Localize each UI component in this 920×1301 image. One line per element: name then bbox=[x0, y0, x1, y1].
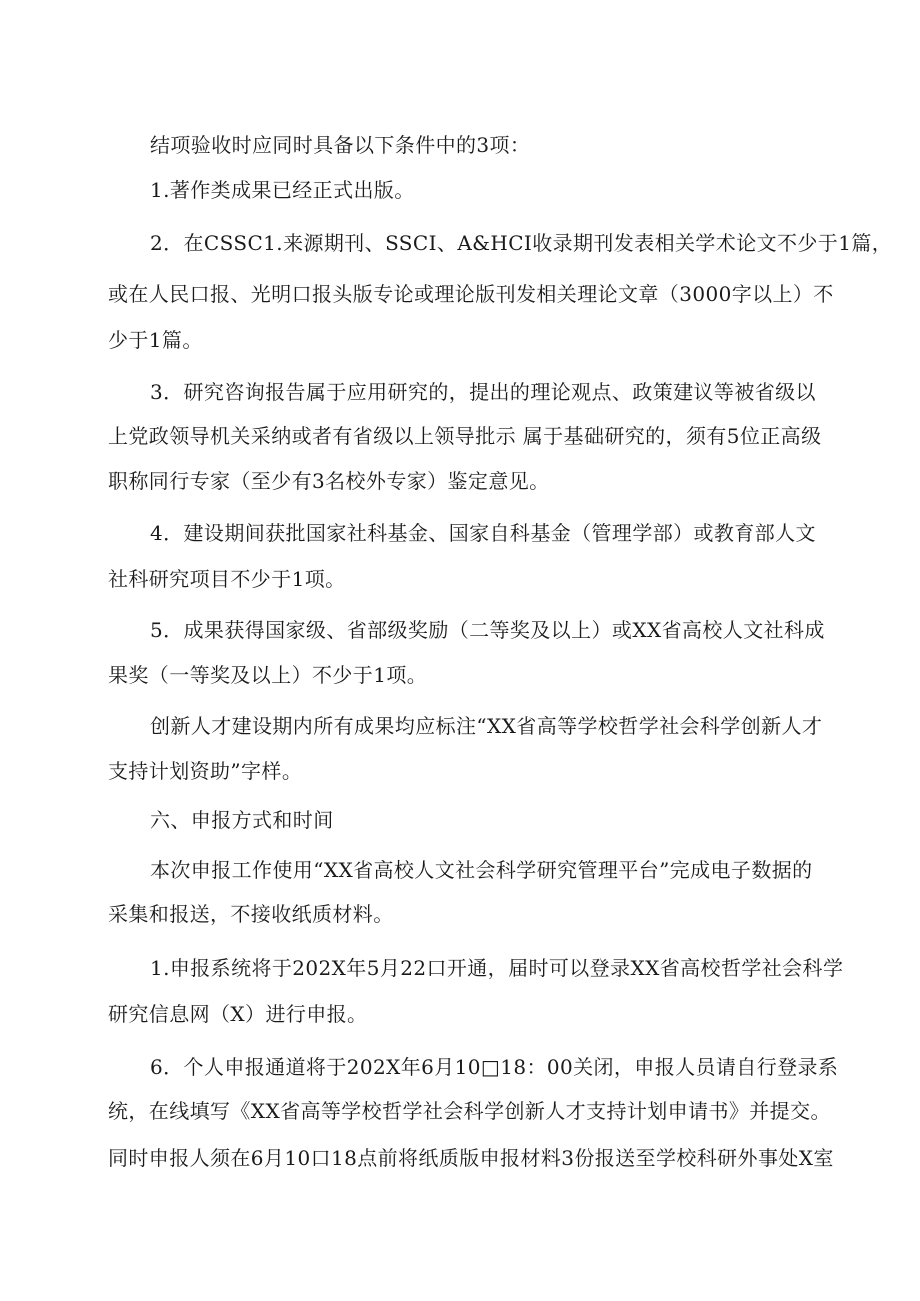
application-item-6-line-1: 6．个人申报通道将于202X年6月10□18：00关闭，申报人员请自行登录系 bbox=[150, 1055, 839, 1079]
condition-4-line-2: 社科研究项目不少于1项。 bbox=[108, 567, 346, 591]
condition-4-line-1: 4．建设期间获批国家社科基金、国家自科基金（管理学部）或教育部人文 bbox=[150, 521, 816, 545]
application-item-6-line-2: 统，在线填写《XX省高等学校哲学社会科学创新人才支持计划申请书》并提交。 bbox=[108, 1099, 831, 1123]
application-item-1-line-2: 研究信息网（X）进行申报。 bbox=[108, 1002, 368, 1026]
attribution-note-line-2: 支持计划资助”字样。 bbox=[108, 759, 303, 783]
application-item-1-line-1: 1.申报系统将于202X年5月22口开通，届时可以登录XX省高校哲学社会科学 bbox=[150, 956, 844, 980]
condition-2-line-1: 2．在CSSC1.来源期刊、SSCI、A&HCI收录期刊发表相关学术论文不少于1篇， bbox=[150, 231, 893, 255]
acceptance-conditions-intro: 结项验收时应同时具备以下条件中的3项： bbox=[150, 133, 531, 157]
condition-3-line-3: 职称同行专家（至少有3名校外专家）鉴定意见。 bbox=[108, 469, 550, 493]
application-item-6-line-3: 同时申报人须在6月10口18点前将纸质版申报材料3份报送至学校科研外事处X室 bbox=[108, 1146, 834, 1170]
condition-5-line-1: 5．成果获得国家级、省部级奖励（二等奖及以上）或XX省高校人文社科成 bbox=[150, 618, 825, 642]
platform-paragraph-line-2: 采集和报送，不接收纸质材料。 bbox=[108, 902, 394, 926]
condition-2-line-3: 少于1篇。 bbox=[108, 328, 203, 352]
condition-5-line-2: 果奖（一等奖及以上）不少于1项。 bbox=[108, 663, 428, 687]
condition-3-line-1: 3．研究咨询报告属于应用研究的，提出的理论观点、政策建议等被省级以 bbox=[150, 380, 816, 404]
condition-1: 1.著作类成果已经正式出版。 bbox=[150, 178, 415, 202]
platform-paragraph-line-1: 本次申报工作使用“XX省高校人文社会科学研究管理平台”完成电子数据的 bbox=[150, 858, 813, 882]
condition-2-line-2: 或在人民口报、光明口报头版专论或理论版刊发相关理论文章（3000字以上）不 bbox=[108, 282, 834, 306]
condition-3-line-2: 上党政领导机关采纳或者有省级以上领导批示 属于基础研究的，须有5位正高级 bbox=[108, 424, 822, 448]
section-heading-application: 六、申报方式和时间 bbox=[150, 808, 334, 832]
attribution-note-line-1: 创新人才建设期内所有成果均应标注“XX省高等学校哲学社会科学创新人才 bbox=[150, 714, 823, 738]
